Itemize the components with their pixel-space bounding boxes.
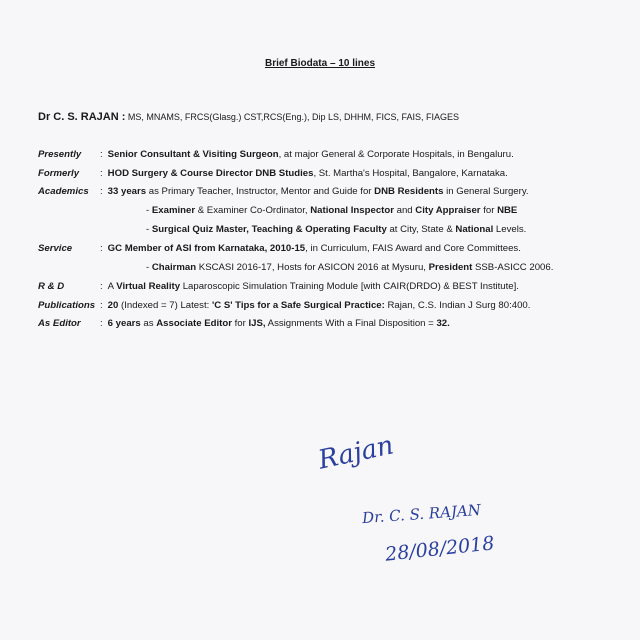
text: KSCASI 2016-17, Hosts for ASICON 2016 at Mysuru, <box>196 262 429 273</box>
row-content <box>108 185 529 199</box>
text: & Examiner Co-Ordinator, <box>195 205 311 216</box>
row-separator: : <box>100 186 103 197</box>
signature-name: Dr. C. S. RAJAN <box>361 500 482 528</box>
text: SSB-ASICC 2006. <box>472 262 554 273</box>
bold-text: National Inspector <box>310 205 394 216</box>
biodata-row <box>146 223 526 237</box>
row-separator: : <box>100 318 103 329</box>
text: , in Curriculum, FAIS Award and Core Committees. <box>305 243 521 254</box>
row-content <box>146 204 517 218</box>
row-content <box>108 317 450 331</box>
text: - <box>146 205 152 216</box>
bold-text: 20 <box>107 300 119 311</box>
bold-text: IJS, <box>248 318 266 329</box>
biodata-row <box>146 261 553 275</box>
biodata-row <box>146 204 517 218</box>
text: at City, State & <box>386 224 456 235</box>
biodata-row <box>38 185 529 199</box>
row-label: R & D <box>38 281 65 292</box>
text: and <box>393 205 416 216</box>
bold-text: NBE <box>497 205 518 216</box>
document-title: Brief Biodata – 10 lines <box>264 58 376 69</box>
text: as Primary Teacher, Instructor, Mentor and Guide for <box>146 186 375 197</box>
row-separator: : <box>100 281 103 292</box>
bold-text: DNB Residents <box>374 186 444 197</box>
row-content <box>146 261 553 275</box>
row-label: Academics <box>38 186 89 197</box>
bold-text: Virtual Reality <box>116 281 181 292</box>
row-label: Publications <box>38 300 96 311</box>
row-separator: : <box>100 300 103 311</box>
row-separator: : <box>100 149 103 160</box>
row-label: As Editor <box>38 318 81 329</box>
row-content <box>108 167 508 181</box>
bold-text: 6 years <box>107 318 141 329</box>
biodata-row <box>38 317 450 331</box>
row-label: Formerly <box>38 168 80 179</box>
row-label: Service <box>38 243 73 254</box>
text: for <box>231 318 249 329</box>
bold-text: Examiner <box>151 205 196 216</box>
biodata-row <box>38 148 514 162</box>
bold-text: 33 years <box>107 186 147 197</box>
bold-text: President <box>428 262 473 273</box>
row-content <box>108 299 531 313</box>
text: (Indexed = 7) Latest: <box>118 300 212 311</box>
row-content <box>108 242 521 256</box>
row-label: Presently <box>38 149 82 160</box>
biodata-row <box>38 299 530 313</box>
text: for <box>480 205 498 216</box>
name-line <box>38 111 459 123</box>
text: , at major General & Corporate Hospitals, in Bengaluru. <box>278 149 514 160</box>
text: Levels. <box>493 224 527 235</box>
biodata-row <box>38 280 519 294</box>
biodata-row <box>38 242 521 256</box>
bold-text: 'C S' Tips for a Safe Surgical Practice: <box>211 300 385 311</box>
bold-text: Chairman <box>151 262 197 273</box>
text: Rajan, C.S. Indian J Surg 80:400. <box>384 300 531 311</box>
text: Assignments With a Final Disposition = <box>265 318 437 329</box>
row-content <box>108 280 519 294</box>
bold-text: City Appraiser <box>415 205 481 216</box>
row-separator: : <box>100 243 103 254</box>
text: A <box>107 281 117 292</box>
text: , St. Martha's Hospital, Bangalore, Karnataka. <box>313 168 508 179</box>
doctor-name: Dr C. S. RAJAN : <box>38 111 126 123</box>
row-separator: : <box>100 168 103 179</box>
biodata-row <box>38 167 508 181</box>
text: - <box>146 224 152 235</box>
bold-text: 32. <box>436 318 450 329</box>
row-content <box>146 223 526 237</box>
signature-scrawl: Rajan <box>315 430 397 476</box>
bold-text: HOD Surgery & Course Director DNB Studies <box>107 168 314 179</box>
qualifications: MS, MNAMS, FRCS(Glasg.) CST,RCS(Eng.), Dip LS, DHHM, FICS, FAIS, FIAGES <box>127 112 459 122</box>
bold-text: National <box>455 224 494 235</box>
bold-text: Surgical Quiz Master, Teaching & Operating Faculty <box>151 224 387 235</box>
text: in General Surgery. <box>443 186 529 197</box>
signature-date: 28/08/2018 <box>384 532 496 566</box>
bold-text: Associate Editor <box>156 318 232 329</box>
bold-text: GC Member of ASI from Karnataka, 2010-15 <box>107 243 306 254</box>
text: Laparoscopic Simulation Training Module [with CAIR(DRDO) & BEST Institute]. <box>180 281 519 292</box>
row-content <box>108 148 514 162</box>
text: - <box>146 262 152 273</box>
bold-text: Senior Consultant & Visiting Surgeon <box>107 149 279 160</box>
text: as <box>140 318 157 329</box>
